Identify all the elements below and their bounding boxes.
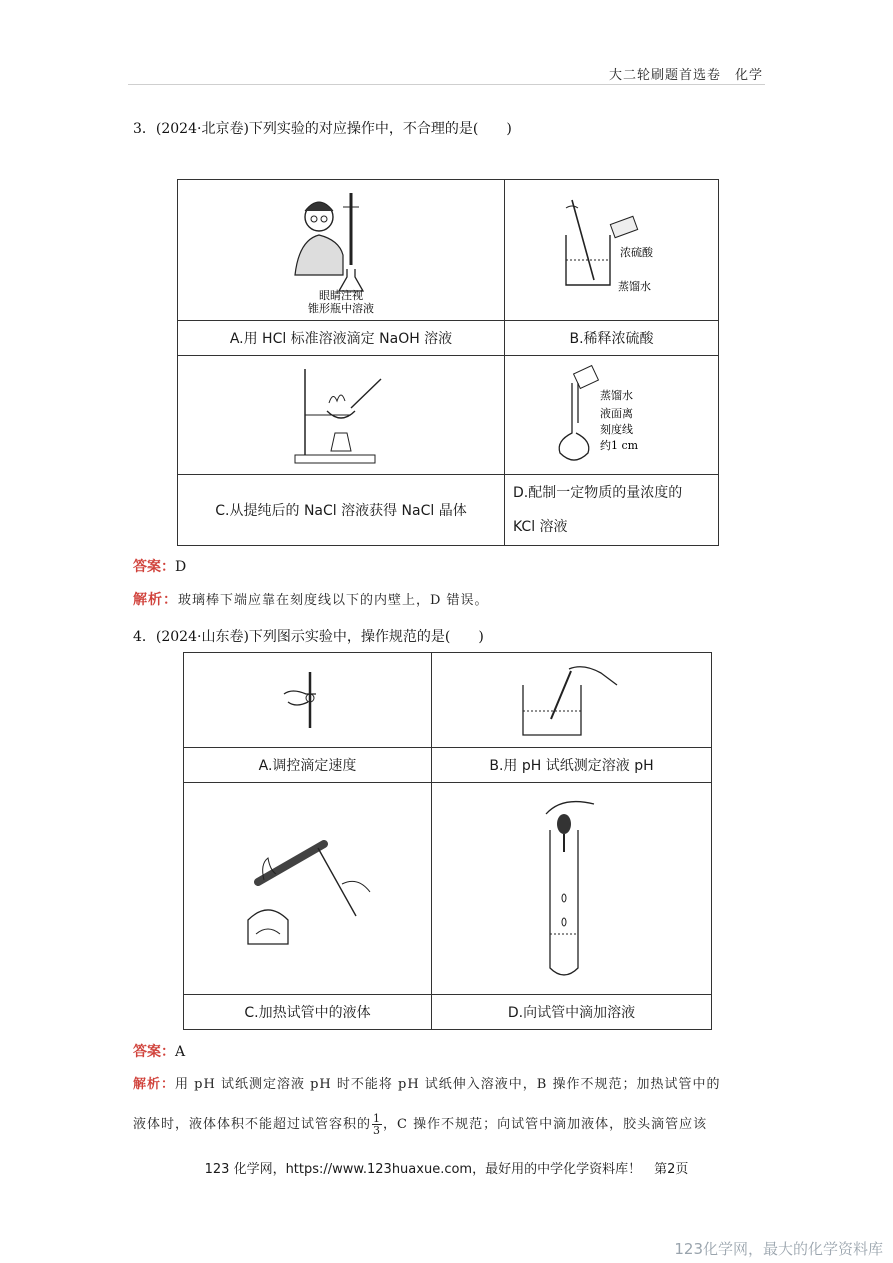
heating-tube-figure (238, 824, 378, 954)
q3-explain-tag: 解析： (133, 592, 178, 608)
q3-figure-c (178, 356, 505, 475)
q4-explanation-line1 (133, 1066, 720, 1104)
titration-figure (281, 185, 401, 315)
q4-figure-a (184, 653, 432, 748)
q4-answer (133, 1041, 185, 1061)
q4-figure-c (184, 783, 432, 995)
q3-explain-text: 玻璃棒下端应靠在刻度线以下的内壁上，D 错误。 (178, 593, 489, 608)
q3-fig-b-label-1: 浓硫酸 (619, 246, 653, 259)
q4-options-table (183, 652, 712, 1030)
q3-fig-d-label-4: 约1 cm (599, 438, 638, 452)
q4-explanation-line2 (133, 1106, 707, 1144)
volumetric-flask-figure (552, 363, 672, 468)
q4-figure-b (432, 653, 712, 748)
q4-explain-text-1: 用 pH 试纸测定溶液 pH 时不能将 pH 试纸伸入溶液中，B 操作不规范；加热试管中的 (175, 1077, 721, 1092)
q4-explain-text-2b: ，C 操作不规范；向试管中滴加液体，胶头滴管应该 (383, 1117, 708, 1132)
q3-answer (133, 556, 186, 576)
q3-fig-a-label-1: 眼睛注视 (319, 289, 363, 302)
q3-fig-d-label-2: 液面离 (599, 406, 633, 420)
one-third-fraction (372, 1113, 382, 1136)
q3-figure-b (505, 180, 719, 321)
q3-answer-value: D (175, 559, 187, 575)
q3-fig-d-label-3: 刻度线 (599, 422, 633, 436)
dilution-figure (552, 190, 672, 310)
q4-option-a: A.调控滴定速度 (184, 748, 432, 783)
header-divider (128, 84, 765, 85)
q3-answer-tag: 答案： (133, 559, 175, 575)
q3-option-d-line1: D.配制一定物质的量浓度的 (513, 485, 683, 501)
fraction-numerator: 1 (373, 1112, 382, 1125)
q3-option-c: C.从提纯后的 NaCl 溶液获得 NaCl 晶体 (178, 475, 505, 546)
q3-fig-b-label-2: 蒸馏水 (617, 280, 651, 293)
q4-answer-tag: 答案： (133, 1044, 175, 1060)
q3-options-table (177, 179, 719, 546)
q3-figure-a (178, 180, 505, 321)
q4-explain-tag: 解析： (133, 1077, 176, 1092)
q3-stem: 3．(2024·北京卷)下列实验的对应操作中，不合理的是( ) (133, 121, 512, 137)
q4-figure-d (432, 783, 712, 995)
burette-control-figure (278, 670, 338, 730)
evaporation-figure (291, 363, 391, 468)
q4-explain-text-2a: 液体时，液体体积不能超过试管容积的 (133, 1117, 372, 1132)
ph-paper-figure (517, 663, 627, 738)
site-watermark: 123化学网，最大的化学资料库 (674, 1240, 883, 1258)
q4-option-d: D.向试管中滴加溶液 (432, 995, 712, 1030)
q4-answer-value: A (175, 1044, 186, 1060)
q4-option-b: B.用 pH 试纸测定溶液 pH (432, 748, 712, 783)
q3-option-d-line2: KCl 溶液 (513, 519, 568, 535)
q4-stem: 4．(2024·山东卷)下列图示实验中，操作规范的是( ) (133, 629, 484, 645)
footer-text: 123 化学网，https://www.123huaxue.com，最好用的中学化学资料库！ 第2页 (204, 1162, 689, 1177)
header-title: 大二轮刷题首选卷 化学 (608, 68, 763, 83)
dropper-figure (532, 794, 612, 984)
q4-option-c: C.加热试管中的液体 (184, 995, 432, 1030)
q3-option-a: A.用 HCl 标准溶液滴定 NaOH 溶液 (178, 321, 505, 356)
q3-option-b: B.稀释浓硫酸 (505, 321, 719, 356)
q3-explanation (133, 581, 489, 620)
q3-option-d (505, 475, 719, 546)
q3-figure-d (505, 356, 719, 475)
q3-fig-d-label-1: 蒸馏水 (599, 388, 633, 402)
q3-fig-a-label-2: 锥形瓶中溶液 (308, 302, 374, 315)
fraction-denominator: 3 (373, 1124, 382, 1137)
